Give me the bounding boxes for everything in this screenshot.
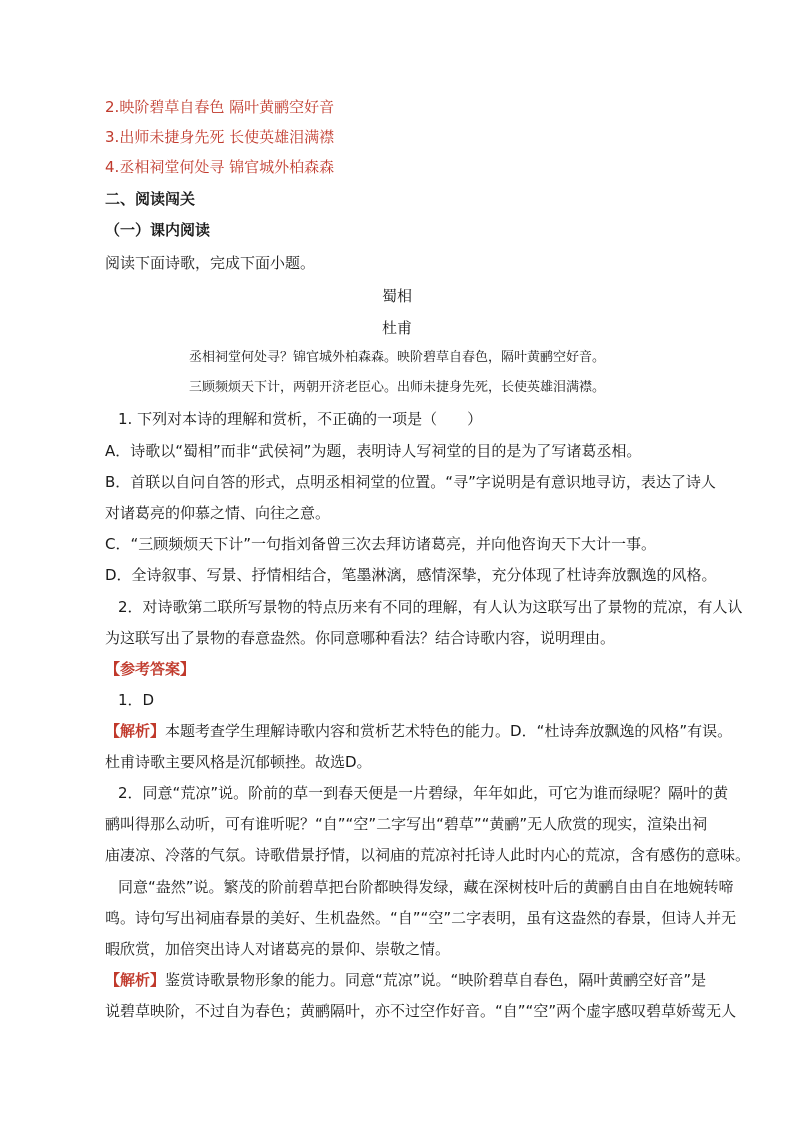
question-1-option-a: A．诗歌以“蜀相”而非“武侯祠”为题，表明诗人写祠堂的目的是为了写诸葛丞相。 xyxy=(105,442,642,460)
answer-2-p1-line2: 鹂叫得那么动听，可有谁听呢？“自”“空”二字写出“碧草”“黄鹂”无人欣赏的现实，渲染出祠 xyxy=(105,815,708,833)
subsection-title: （一）课内阅读 xyxy=(105,221,211,239)
answer-header: 【参考答案】 xyxy=(105,660,196,678)
analysis-label: 【解析】 xyxy=(105,971,166,989)
section-title: 二、阅读闯关 xyxy=(105,190,196,208)
analysis-2-cont: 说碧草映阶，不过自为春色；黄鹂隔叶，亦不过空作好音。“自”“空”两个虚字感叹碧草娇莺无人 xyxy=(105,1002,737,1020)
answer-2-p1-line3: 庙凄凉、冷落的气氛。诗歌借景抒情，以祠庙的荒凉衬托诗人此时内心的荒凉，含有感伤的意味。 xyxy=(105,846,751,864)
question-1-option-c: C．“三顾频烦天下计”一句指刘备曾三次去拜访诸葛亮，并向他咨询天下大计一事。 xyxy=(105,535,657,553)
question-2-stem: 2．对诗歌第二联所写景物的特点历来有不同的理解，有人认为这联写出了景物的荒凉，有人认 xyxy=(118,598,743,616)
analysis-2 xyxy=(105,970,706,990)
question-1-option-b-cont: 对诸葛亮的仰慕之情、向往之意。 xyxy=(105,504,331,522)
question-1-option-d: D．全诗叙事、写景、抒情相结合，笔墨淋漓，感情深挚，充分体现了杜诗奔放飘逸的风格。 xyxy=(105,566,717,584)
poem-title: 蜀相 xyxy=(381,287,412,305)
poem-author: 杜甫 xyxy=(381,319,412,337)
analysis-label: 【解析】 xyxy=(105,722,166,740)
answer-2-p2-line1: 同意“盎然”说。繁茂的阶前碧草把台阶都映得发绿，藏在深树枝叶后的黄鹂自由自在地婉转啼 xyxy=(118,878,734,896)
answer-2-p2-line2: 鸣。诗句写出祠庙春景的美好、生机盎然。“自”“空”二字表明，虽有这盎然的春景，但诗人并无 xyxy=(105,909,737,927)
fill-answer-3 xyxy=(105,127,334,147)
analysis-1 xyxy=(105,721,732,741)
fill-answer-4 xyxy=(105,157,334,177)
answer-number: 4. xyxy=(105,158,120,176)
answer-text: 丞相祠堂何处寻 锦官城外柏森森 xyxy=(119,158,335,176)
question-1-option-b: B．首联以自问自答的形式，点明丞相祠堂的位置。“寻”字说明是有意识地寻访，表达了诗人 xyxy=(105,473,716,491)
instruction: 阅读下面诗歌，完成下面小题。 xyxy=(105,254,316,272)
analysis-text: 本题考查学生理解诗歌内容和赏析艺术特色的能力。D．“杜诗奔放飘逸的风格”有误。 xyxy=(165,722,733,740)
answer-text: 映阶碧草自春色 隔叶黄鹂空好音 xyxy=(119,98,335,116)
answer-2-p2-line3: 暇欣赏，加倍突出诗人对诸葛亮的景仰、崇敬之情。 xyxy=(105,940,451,958)
answer-number: 3. xyxy=(105,128,120,146)
fill-answer-2 xyxy=(105,97,334,117)
answer-text: 出师未捷身先死 长使英雄泪满襟 xyxy=(119,128,335,146)
analysis-text: 鉴赏诗歌景物形象的能力。同意“荒凉”说。“映阶碧草自春色，隔叶黄鹂空好音”是 xyxy=(165,971,707,989)
poem-line-2: 三顾频烦天下计，两朝开济老臣心。出师未捷身先死，长使英雄泪满襟。 xyxy=(188,380,605,395)
answer-1: 1．D xyxy=(118,691,155,709)
analysis-1-cont: 杜甫诗歌主要风格是沉郁顿挫。故选D。 xyxy=(105,753,372,771)
question-1-stem: 1. 下列对本诗的理解和赏析，不正确的一项是（ ） xyxy=(118,410,483,428)
answer-number: 2. xyxy=(105,98,120,116)
question-2-stem-cont: 为这联写出了景物的春意盎然。你同意哪种看法？结合诗歌内容，说明理由。 xyxy=(105,629,616,647)
answer-2-p1-line1: 2．同意“荒凉”说。阶前的草一到春天便是一片碧绿，年年如此，可它为谁而绿呢？隔叶的黄 xyxy=(118,784,729,802)
poem-line-1: 丞相祠堂何处寻？锦官城外柏森森。映阶碧草自春色，隔叶黄鹂空好音。 xyxy=(188,350,605,365)
